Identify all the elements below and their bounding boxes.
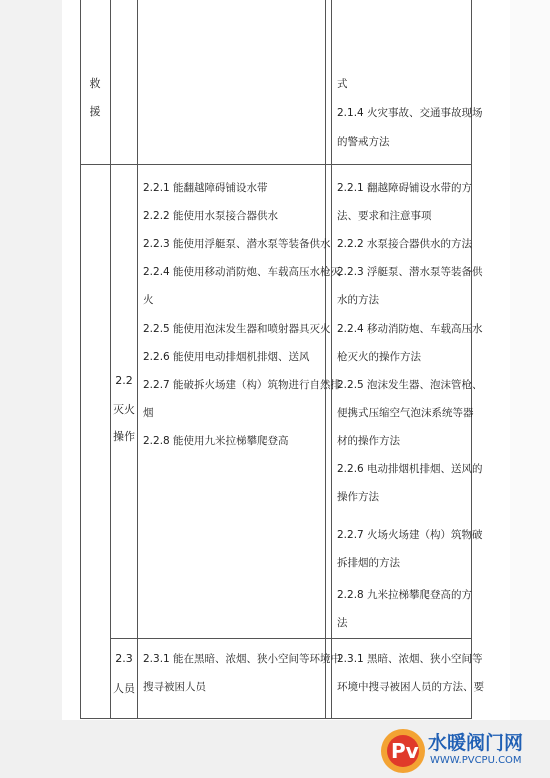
skill-line: 2.3.1 能在黑暗、浓烟、狭小空间等环境中	[143, 653, 342, 665]
row-divider	[110, 638, 472, 639]
knowledge-line: 法	[337, 617, 348, 629]
knowledge-line: 环境中搜寻被困人员的方法、要	[337, 681, 484, 693]
row-label: 2.3	[115, 652, 133, 665]
section-label-char: 救	[89, 77, 101, 90]
watermark-url: WWW.PVCPU.COM	[430, 755, 522, 766]
knowledge-line: 2.2.2 水泵接合器供水的方法	[337, 238, 473, 250]
knowledge-line: 枪灭火的操作方法	[337, 351, 421, 363]
skill-line: 2.2.6 能使用电动排烟机排烟、送风	[143, 351, 310, 363]
row-divider	[80, 164, 472, 165]
column-divider	[110, 0, 111, 718]
left-margin	[0, 0, 62, 720]
knowledge-line: 操作方法	[337, 491, 379, 503]
skill-line: 2.2.1 能翻越障碍铺设水带	[143, 182, 268, 194]
skill-line: 2.2.3 能使用浮艇泵、潜水泵等装备供水	[143, 238, 331, 250]
knowledge-line: 2.2.8 九米拉梯攀爬登高的方	[337, 589, 473, 601]
knowledge-line: 材的操作方法	[337, 435, 400, 447]
knowledge-line: 2.2.4 移动消防炮、车载高压水	[337, 323, 483, 335]
knowledge-line: 2.2.6 电动排烟机排烟、送风的	[337, 463, 483, 475]
skill-line: 2.2.4 能使用移动消防炮、车载高压水枪灭	[143, 266, 342, 278]
column-divider-inner	[331, 0, 332, 718]
logo-mark: Pv	[391, 739, 419, 763]
skill-line: 2.2.8 能使用九米拉梯攀爬登高	[143, 435, 289, 447]
column-divider	[325, 0, 326, 718]
row-label: 操作	[113, 430, 135, 443]
knowledge-line: 的警戒方法	[337, 136, 390, 148]
skill-line: 火	[143, 294, 154, 306]
section-label-char: 援	[89, 105, 101, 118]
watermark-site-name: 水暖阀门网	[428, 732, 524, 754]
right-margin	[510, 0, 550, 720]
knowledge-line: 水的方法	[337, 294, 379, 306]
knowledge-line: 2.2.7 火场火场建（构）筑物破	[337, 529, 483, 541]
knowledge-line: 2.3.1 黑暗、浓烟、狭小空间等	[337, 653, 483, 665]
row-label: 灭火	[113, 403, 135, 416]
knowledge-line: 2.2.3 浮艇泵、潜水泵等装备供	[337, 266, 483, 278]
knowledge-line: 2.1.4 火灾事故、交通事故现场	[337, 107, 483, 119]
skill-line: 2.2.5 能使用泡沫发生器和喷射器具灭火	[143, 323, 331, 335]
skill-line: 搜寻被困人员	[143, 681, 206, 693]
skill-line: 烟	[143, 407, 154, 419]
row-label: 2.2	[115, 374, 133, 387]
row-label: 人员	[113, 682, 135, 695]
skill-line: 2.2.2 能使用水泵接合器供水	[143, 210, 279, 222]
table-bottom-border	[80, 718, 472, 719]
skill-line: 2.2.7 能破拆火场建（构）筑物进行自然排	[143, 379, 342, 391]
knowledge-line: 拆排烟的方法	[337, 557, 400, 569]
knowledge-line: 法、要求和注意事项	[337, 210, 432, 222]
column-divider	[137, 0, 138, 718]
knowledge-line: 便携式压缩空气泡沫系统等器	[337, 407, 474, 419]
knowledge-line: 2.2.5 泡沫发生器、泡沫管枪、	[337, 379, 483, 391]
knowledge-line: 式	[337, 78, 348, 90]
knowledge-line: 2.2.1 翻越障碍铺设水带的方	[337, 182, 473, 194]
